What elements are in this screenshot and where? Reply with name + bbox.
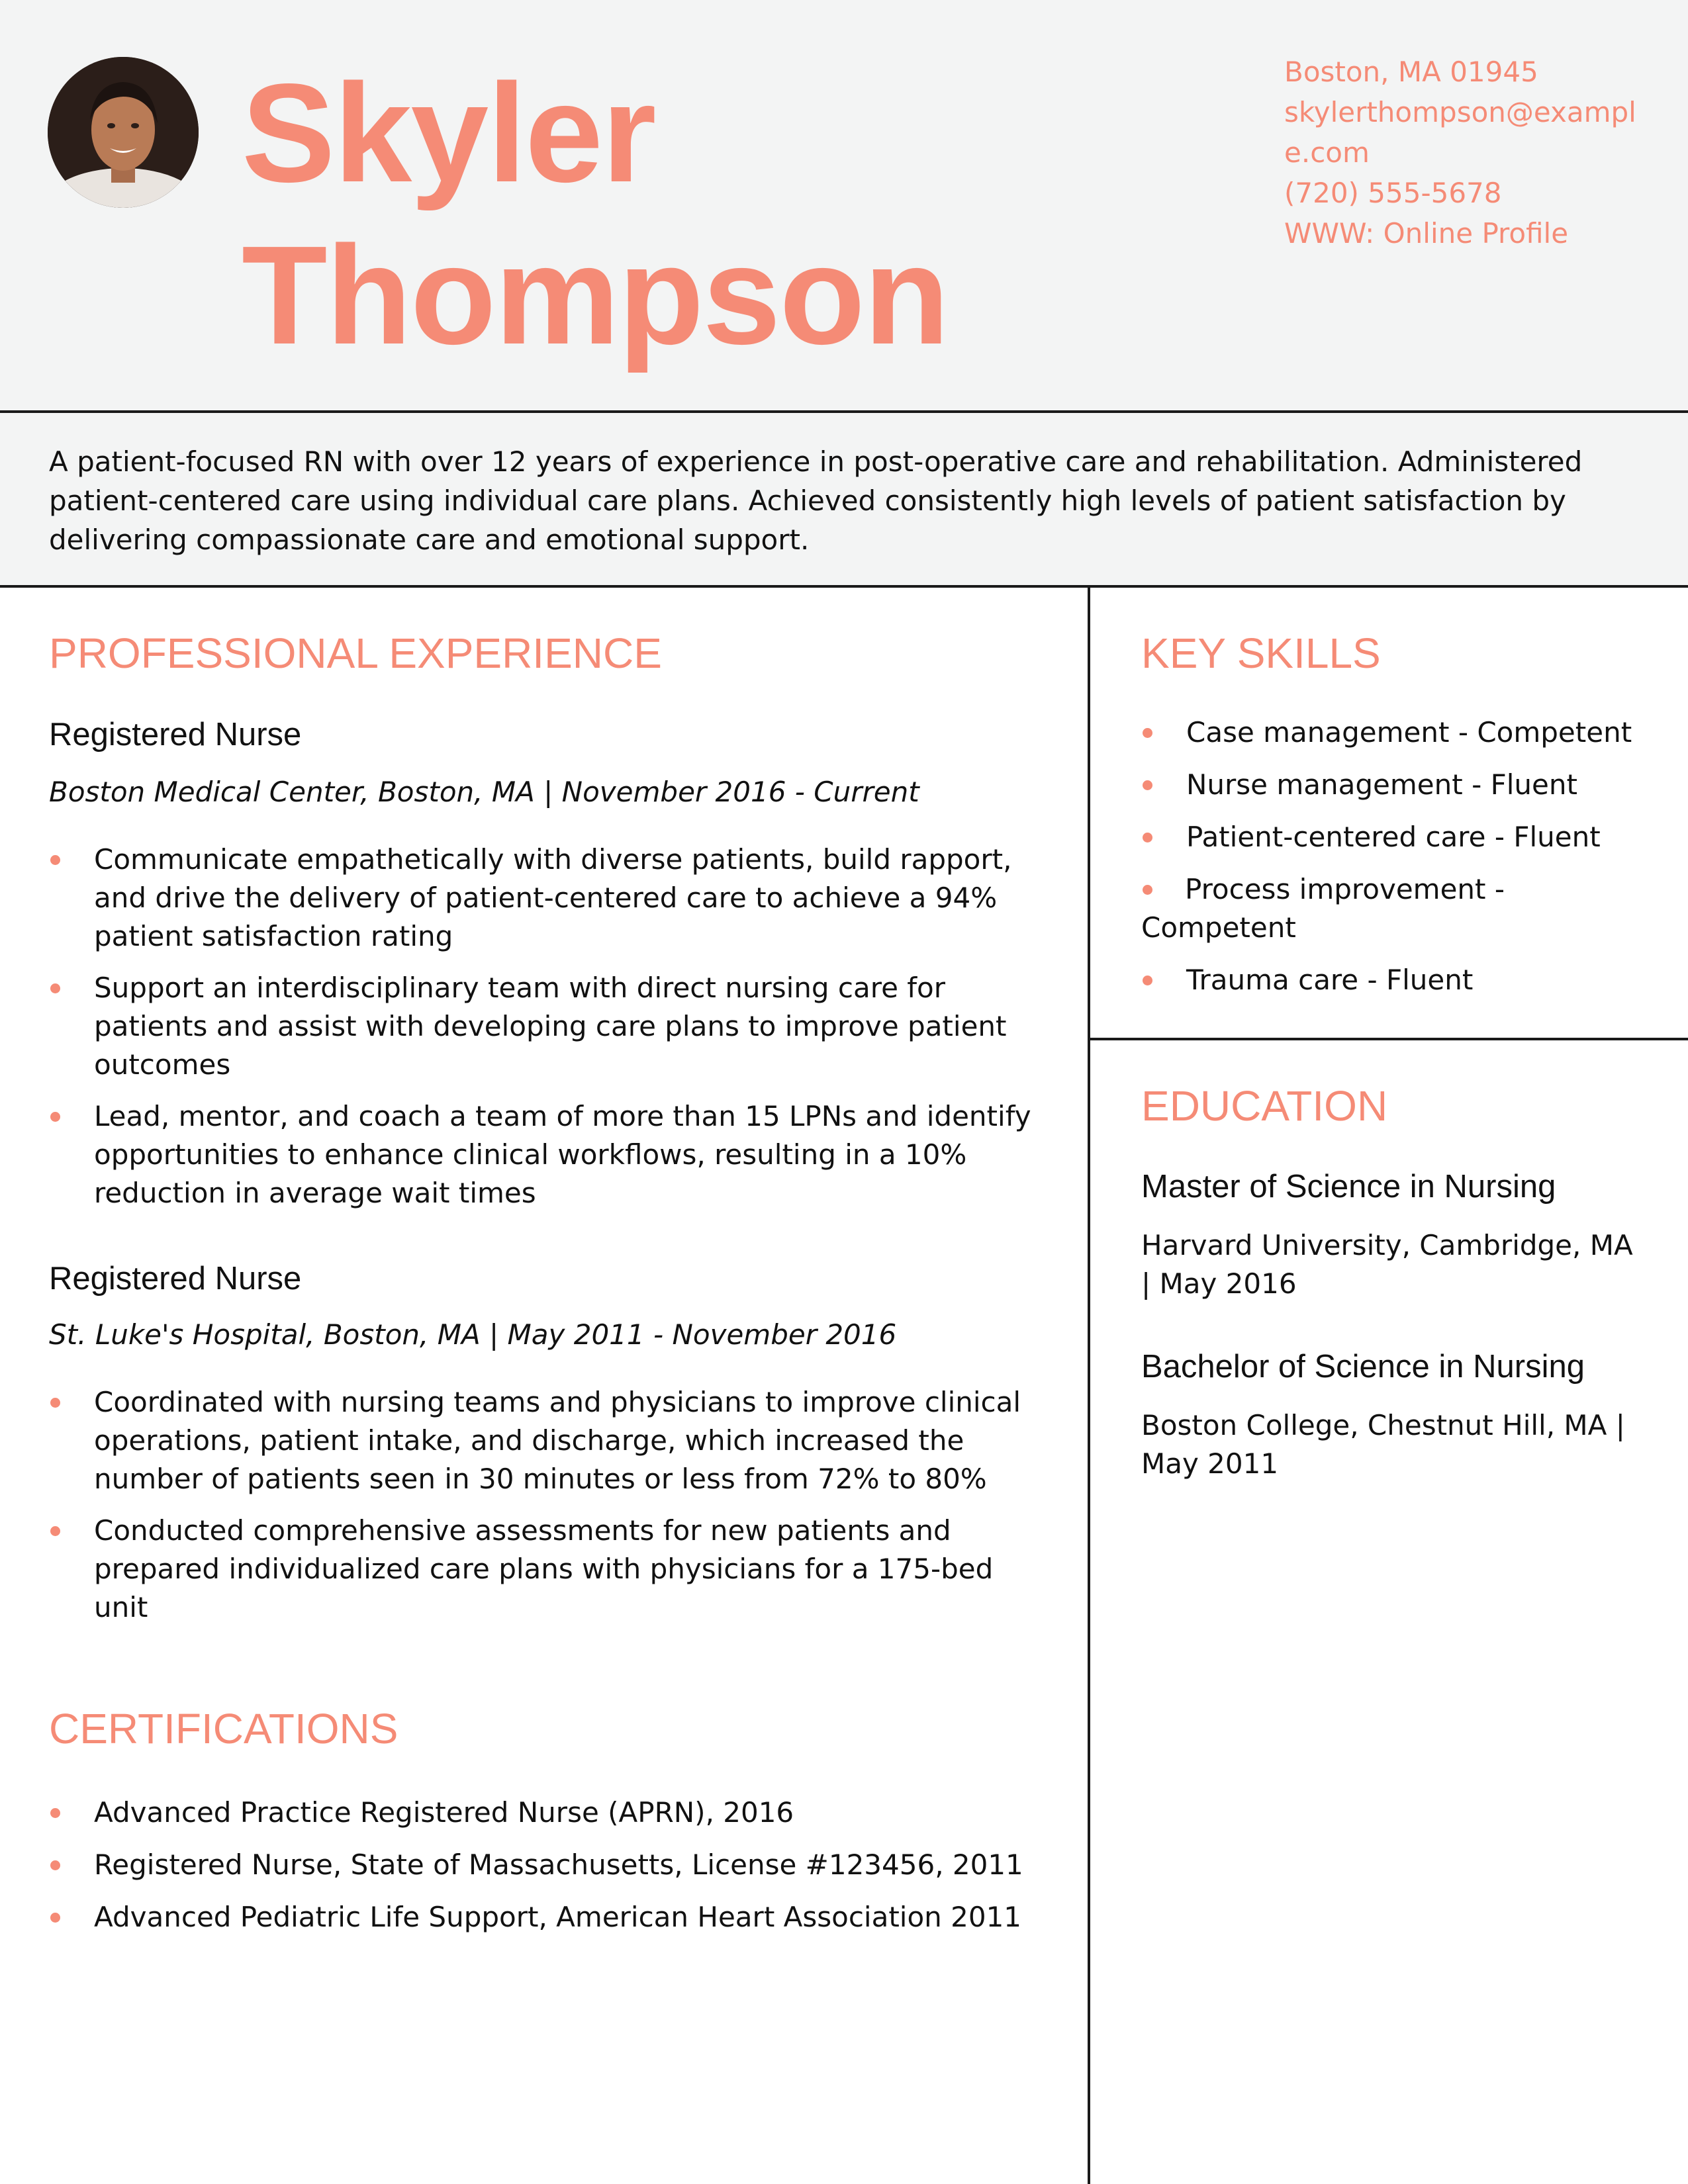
list-item: Advanced Pediatric Life Support, American Heart Association 2011 [49, 1898, 1055, 1936]
bullet-icon [50, 1526, 60, 1536]
last-name: Thompson [242, 216, 949, 373]
bullet-icon [1143, 976, 1152, 985]
bullet-icon [50, 1913, 60, 1923]
bullet-icon [50, 1808, 60, 1818]
skills-heading: KEY SKILLS [1141, 629, 1381, 677]
website-link[interactable]: WWW: Online Profile [1284, 217, 1569, 250]
job-title: Registered Nurse [49, 717, 302, 752]
address: Boston, MA 01945 [1284, 56, 1538, 88]
list-item: Conducted comprehensive assessments for new patients and prepared individualized care plans with physicians for a 175-bed unit [49, 1512, 1055, 1627]
job-bullets [49, 841, 1055, 1212]
professional-summary: A patient-focused RN with over 12 years of experience in post-operative care and rehabilitation. Administered patient-centered care using individual care plans. Achieved consistently high levels of patient satisfaction by delivering compassionate care and emotional support. [49, 445, 1583, 556]
bullet-icon [1143, 833, 1152, 842]
list-item: Process improvement - Competent [1141, 873, 1505, 944]
bullet-icon [50, 983, 60, 993]
skills-list [1141, 713, 1658, 1013]
first-name: Skyler [242, 54, 655, 211]
list-item: Coordinated with nursing teams and physicians to improve clinical operations, patient intake, and discharge, which increased the number of patients seen in 30 minutes or less from 72% to 80% [49, 1383, 1055, 1498]
bullet-icon [50, 1860, 60, 1870]
list-item: Lead, mentor, and coach a team of more than 15 LPNs and identify opportunities to enhance clinical workflows, resulting in a 10% reduction in average wait times [49, 1097, 1055, 1212]
job-meta: St. Luke's Hospital, Boston, MA | May 2011 - November 2016 [49, 1318, 897, 1351]
list-item: Trauma care - Fluent [1141, 961, 1658, 999]
email-line-2[interactable]: e.com [1284, 136, 1370, 169]
list-item: Patient-centered care - Fluent [1141, 818, 1658, 856]
bullet-icon [1143, 885, 1152, 895]
job-title: Registered Nurse [49, 1261, 302, 1297]
degree-title: Bachelor of Science in Nursing [1141, 1349, 1585, 1385]
contact-info [1284, 52, 1655, 253]
bullet-icon [50, 1112, 60, 1122]
job-meta: Boston Medical Center, Boston, MA | November 2016 - Current [49, 776, 919, 808]
profile-photo [48, 57, 199, 208]
education-heading: EDUCATION [1141, 1082, 1388, 1130]
bullet-icon [50, 855, 60, 865]
degree-details: Boston College, Chestnut Hill, MA | May 2011 [1141, 1409, 1625, 1480]
experience-heading: PROFESSIONAL EXPERIENCE [49, 629, 662, 677]
bullet-icon [1143, 728, 1152, 738]
list-item: Registered Nurse, State of Massachusetts, License #123456, 2011 [49, 1846, 1055, 1884]
certifications-list [49, 1794, 1055, 1936]
list-item: Support an interdisciplinary team with direct nursing care for patients and assist with developing care plans to improve patient outcomes [49, 969, 1055, 1084]
job-bullets [49, 1383, 1055, 1627]
divider-right [1090, 1038, 1688, 1040]
candidate-name [242, 52, 948, 376]
list-item: Advanced Practice Registered Nurse (APRN), 2016 [49, 1794, 1055, 1832]
bullet-icon [1143, 780, 1152, 790]
divider-middle [0, 585, 1688, 588]
certifications-heading: CERTIFICATIONS [49, 1705, 399, 1752]
list-item: Communicate empathetically with diverse patients, build rapport, and drive the delivery of patient-centered care to achieve a 94% patient satisfaction rating [49, 841, 1055, 956]
email-line-1[interactable]: skylerthompson@exampl [1284, 96, 1636, 128]
degree-details: Harvard University, Cambridge, MA | May 2016 [1141, 1229, 1633, 1300]
bullet-icon [50, 1398, 60, 1408]
column-divider [1088, 588, 1090, 2184]
list-item: Case management - Competent [1141, 713, 1658, 752]
phone: (720) 555-5678 [1284, 177, 1502, 209]
list-item: Nurse management - Fluent [1141, 766, 1658, 804]
degree-title: Master of Science in Nursing [1141, 1169, 1556, 1205]
